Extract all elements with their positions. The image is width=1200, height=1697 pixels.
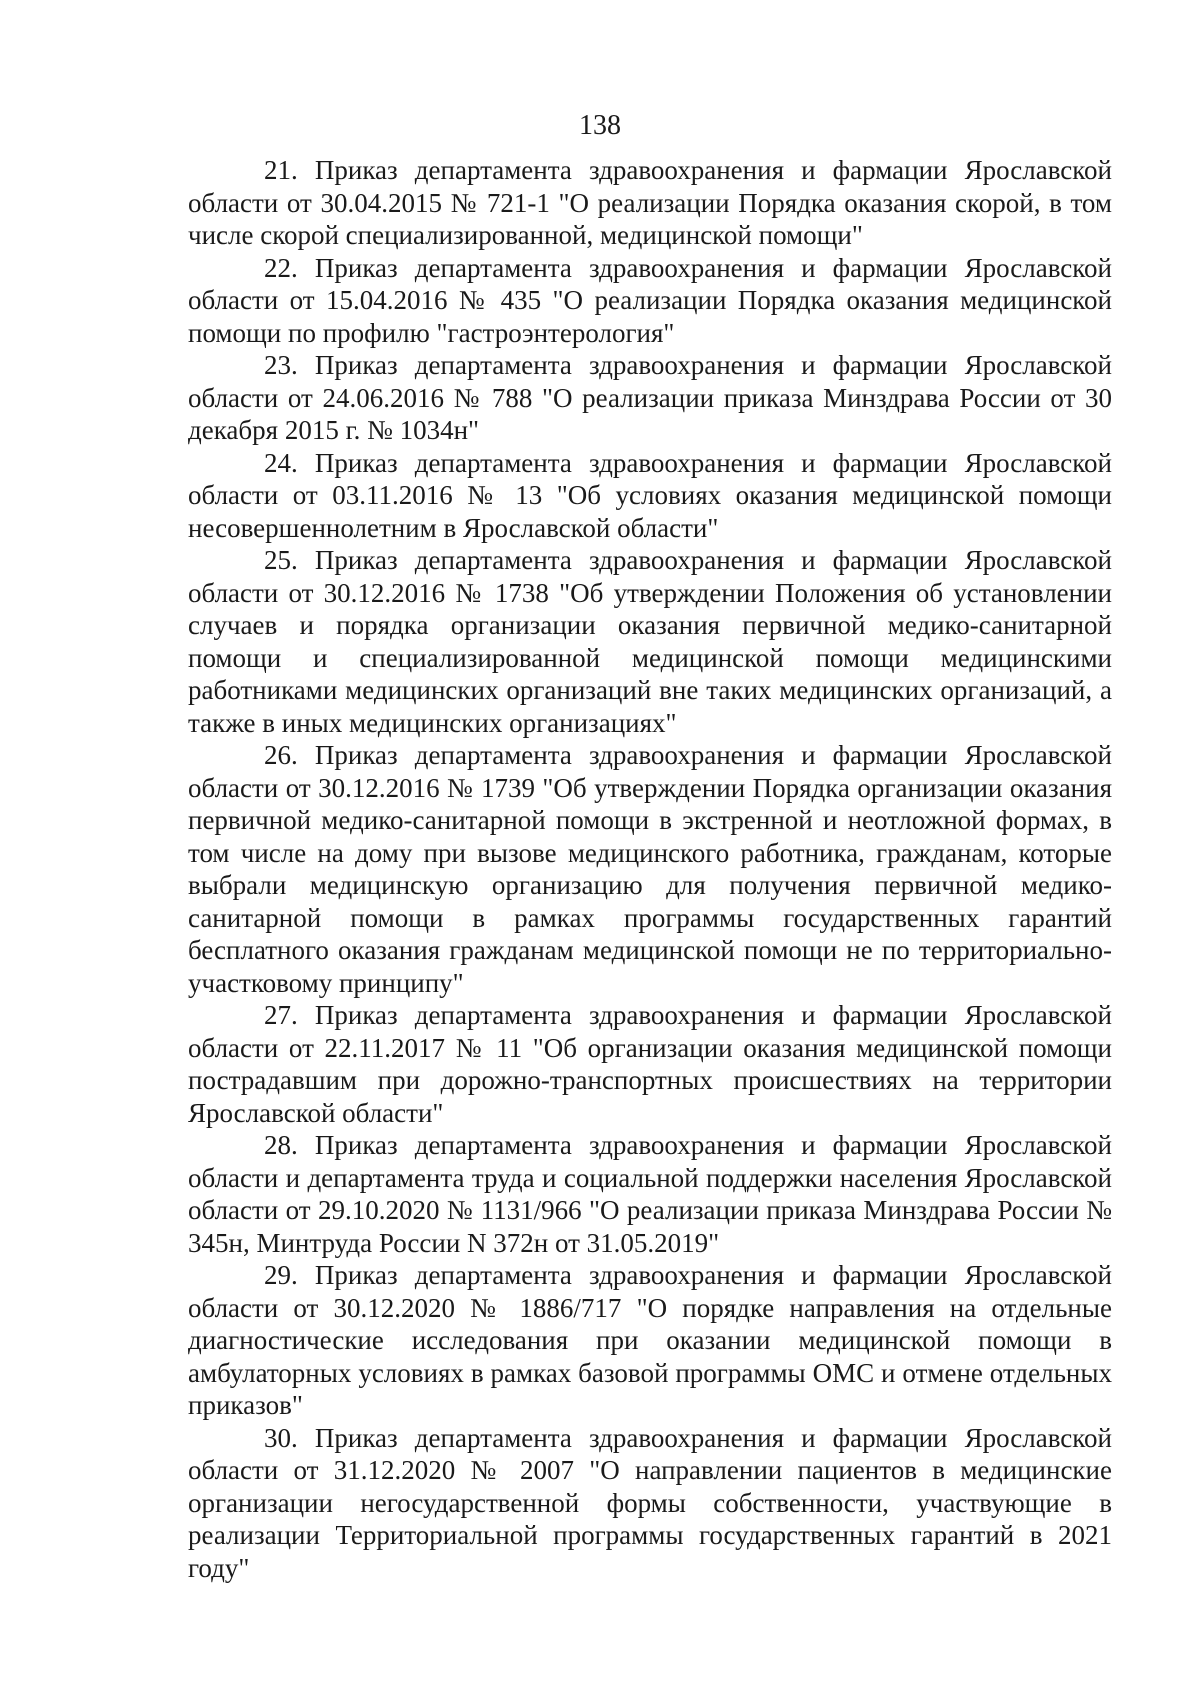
list-item: 26. Приказ департамента здравоохранения и фармации Ярославской области от 30.12.2016 № 1739 "Об утверждении Порядка организации оказания первичной медико-санитарной помощи в экстренной и неотложной формах, в том числе на дому при вызове медицинского работника, гражданам, которые выбрали медицинскую организацию для получения первичной медико-санитарной помощи в рамках программы государственных гарантий бесплатного оказания гражданам медицинской помощи не по территориально-участковому принципу" [188,740,1112,998]
list-item: 30. Приказ департамента здравоохранения и фармации Ярославской области от 31.12.2020 № 2007 "О направлении пациентов в медицинские организации негосударственной формы собственности, участвующие в реализации Территориальной программы государственных гарантий в 2021 году" [188,1422,1112,1583]
list-item: 25. Приказ департамента здравоохранения и фармации Ярославской области от 30.12.2016 № 1738 "Об утверждении Положения об установлении случаев и порядка организации оказания первичной медико-санитарной помощи и специализированной медицинской помощи медицинскими работниками медицинских организаций вне таких медицинских организаций, а также в иных медицинских организациях" [188,545,1112,738]
list-item: 23. Приказ департамента здравоохранения и фармации Ярославской области от 24.06.2016 № 788 "О реализации приказа Минздрава России от 30 декабря 2015 г. № 1034н" [188,350,1112,445]
page-number: 138 [579,110,621,141]
list-item: 27. Приказ департамента здравоохранения и фармации Ярославской области от 22.11.2017 № 11 "Об организации оказания медицинской помощи пострадавшим при дорожно-транспортных происшествиях на территории Ярославской области" [188,1000,1112,1128]
list-item: 24. Приказ департамента здравоохранения и фармации Ярославской области от 03.11.2016 № 13 "Об условиях оказания медицинской помощи несовершеннолетним в Ярославской области" [188,447,1112,543]
list-item: 22. Приказ департамента здравоохранения и фармации Ярославской области от 15.04.2016 № 435 "О реализации Порядка оказания медицинской помощи по профилю "гастроэнтерология" [188,252,1112,348]
list-item: 29. Приказ департамента здравоохранения и фармации Ярославской области от 30.12.2020 № 1886/717 "О порядке направления на отдельные диагностические исследования при оказании медицинской помощи в амбулаторных условиях в рамках базовой программы ОМС и отмене отдельных приказов" [188,1260,1112,1420]
list-item: 28. Приказ департамента здравоохранения и фармации Ярославской области и департамента труда и социальной поддержки населения Ярославской области от 29.10.2020 № 1131/966 "О реализации приказа Минздрава России № 345н, Минтруда России N 372н от 31.05.2019" [188,1130,1112,1258]
list-item: 21. Приказ департамента здравоохранения и фармации Ярославской области от 30.04.2015 № 721-1 "О реализации Порядка оказания скорой, в том числе скорой специализированной, медицинской помощи" [188,155,1112,250]
document-body [188,154,1112,1584]
